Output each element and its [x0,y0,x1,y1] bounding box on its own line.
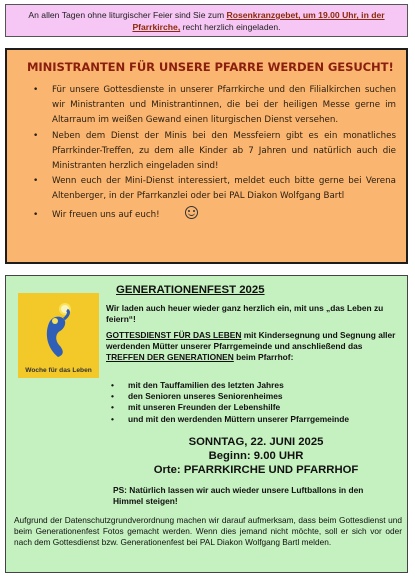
woche-fuer-das-leben-logo [18,293,99,378]
program-service-label: GOTTESDIENST FÜR DAS LEBEN [106,330,242,340]
rosary-notice-box [5,4,408,37]
ministranten-item-text: Wenn euch der Mini-Dienst interessiert, meldet euch bitte gerne bei Verena Altenberger, in der Pfarrkanzlei oder bei PAL Diakon Wolfgang Bartl [52,176,396,202]
ministranten-item-text: Neben dem Dienst der Minis bei den Messfeiern gibt es ein monatliches Pfarrkinder-Treffen, zu dem alle Kinder ab 7 Jahren und natürlich auch die Ministranten herzlich eingeladen sind! [52,130,396,172]
logo-caption: Woche für das Leben [25,367,92,374]
logo-figure-icon [40,301,76,357]
event-place: Orte: PFARRKIRCHE UND PFARRHOF [153,464,359,477]
rosary-notice-highlight: Rosenkranzgebet, um 19.00 Uhr, in der Pfarrkirche, [132,10,385,32]
rosary-notice-text-before: An allen Tagen ohne liturgischer Feier sind Sie zum [28,10,227,20]
guest-list-item: • den Senioren unseres Seniorenheimes [106,391,349,402]
ministranten-item [7,83,402,129]
smiley-icon [185,206,198,219]
ministranten-item-text: Wir freuen uns auf euch! [52,209,160,220]
ministranten-item-text: Für unsere Gottesdienste in unserer Pfarrkirche und den Filialkirchen suchen wir Ministranten und Ministrantinnen, die bei der heiligen Messe gerne im Altarraum im weißen Gewand einen liturgischen Dienst versehen. [52,85,396,126]
generationenfest-title-text: GENERATIONENFEST 2025 [116,284,265,296]
generationenfest-box [5,275,408,573]
ministranten-item [7,208,402,223]
program-text-1: mit Kindersegnung und Segnung aller werdenden Mütter unserer Pfarrgemeinde und anschließend das [106,330,396,352]
bullet-icon: • [33,176,39,187]
guest-list-item: • mit den Tauffamilien des letzten Jahres [106,380,349,391]
program-meeting-label: TREFFEN DER GENERATIONEN [106,352,234,363]
event-time: Beginn: 9.00 UHR [208,450,304,463]
ministranten-item [7,129,402,175]
ministranten-title: MINISTRANTEN FÜR UNSERE PFARRE WERDEN GESUCHT! [27,60,394,74]
guest-list-item: • mit unseren Freunden der Lebenshilfe [106,402,349,413]
event-date: SONNTAG, 22. JUNI 2025 [188,436,324,448]
bullet-icon: • [33,85,39,95]
privacy-notice: Aufgrund der Datenschutzgrundverordnung machen wir darauf aufmerksam, dass beim Gottesdienst und beim Generationenfest Fotos gemacht werden. Wenn dies jemand nicht möchte, soll er sich vor oder nach dem Gottesdienst bzw. Generationenfest bei PAL Diakon Wolfgang Bartl melden. [14,515,402,548]
event-date-block [146,435,366,478]
program-text-2: beim Pfarrhof: [233,352,294,363]
ministranten-box [5,48,408,264]
bullet-icon: • [33,130,39,141]
ministranten-list [7,83,402,223]
generationenfest-guest-list [106,380,349,425]
rosary-notice-text-after: recht herzlich eingeladen. [180,22,281,32]
bullet-icon: • [33,209,39,220]
generationenfest-title [116,284,265,296]
ministranten-item [7,174,402,204]
postscript-note: PS: Natürlich lassen wir auch wieder unsere Luftballons in den Himmel steigen! [113,485,364,507]
generationenfest-program [106,330,398,364]
rosary-notice-text [12,9,401,33]
guest-list-item: • und mit den werdenden Müttern unserer Pfarrgemeinde [106,414,349,425]
generationenfest-intro: Wir laden auch heuer wieder ganz herzlich ein, mit uns „das Leben zu feiern“! [106,303,384,325]
